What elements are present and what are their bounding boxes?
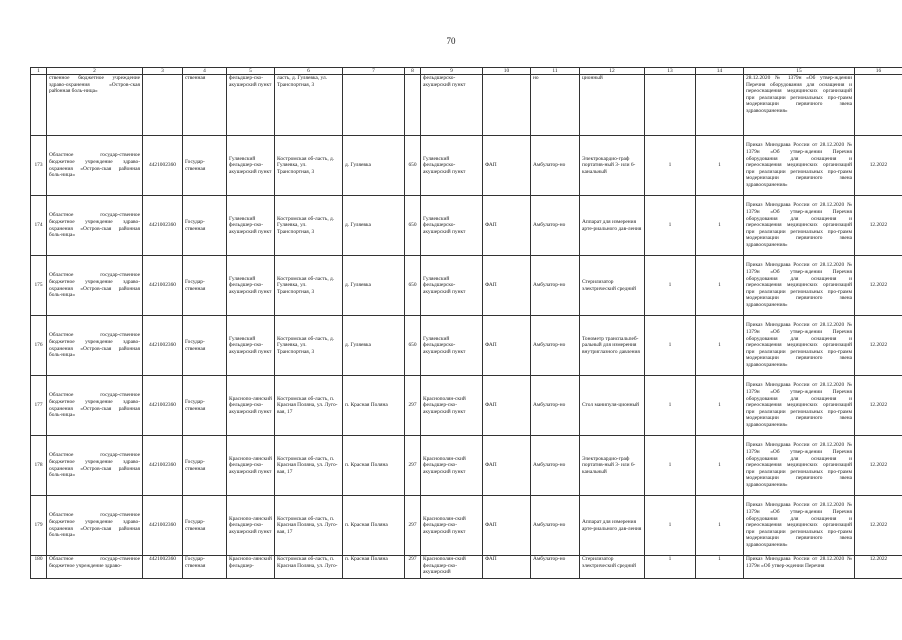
cell-population: 650 [405,196,421,256]
cell-facility-name: Гуляевский фельдшер-ско-акушерский пункт [227,256,275,316]
cell-care-form: Амбулатор-но [531,496,580,556]
cell-care-form: Амбулатор-но [531,256,580,316]
cell-address: Костромская об-ласть, д. Гуляевка, ул. Транспортная, 3 [275,316,343,376]
cell-address: Костромская об-ласть, п. Красная Поляна, ул. Луго-вая, 17 [275,436,343,496]
cell-ownership: Государ-ственная [183,436,227,496]
cell-care-form: Амбулатор-но [531,376,580,436]
cell-equipment-name: Тонометр транспальпеб-ральный для измерения внутриглазного давления [580,316,645,376]
column-number-10: 10 [483,68,531,75]
cell-quantity-total: 1 [696,376,744,436]
cell-legal-basis: Приказ Минздрава России от 28.12.2020 № 1379н «Об утвер-ждении Перечня оборудования для оснащения и переоснащения медицинских организаций при реализации региональных про-грамм модернизации первичного звена здравоохранения» [744,436,855,496]
cell-unit-type: ФАП [483,436,531,496]
table-row [31,316,902,376]
cell-ownership: Государ-ственная [183,136,227,196]
cell-inn: 4421002360 [143,376,183,436]
cell-unit-name: Краснополян-ский фельдшер-ско-акушерский пункт [421,436,483,496]
fragment-cell-address: ласть, д. Гуляевка, ул. Транспортная, 3 [275,75,343,136]
cell-equipment-name: Стерилизатор электрический средний [580,556,645,579]
cell-equipment-name: Электрокардио-граф портатив-ный 3- или 6-канальный [580,436,645,496]
cell-population: 650 [405,316,421,376]
fragment-cell-care: но [531,75,580,136]
cell-facility-name: Краснопо-лянский фельдшер-ско-акушерский пункт [227,376,275,436]
cell-locality: п. Красная Поляна [343,436,405,496]
cell-unit-name: Гуляевский фельдшерско-акушерский пункт [421,196,483,256]
cell-quantity-planned: 1 [645,496,696,556]
fragment-cell-facility: фельдшер-ско-акушерский пункт [227,75,275,136]
cell-address: Костромская об-ласть, д. Гуляевка, ул. Транспортная, 3 [275,196,343,256]
cell-equipment-name: Аппарат для измерения арте-риального дав-ления [580,196,645,256]
cell-unit-type: ФАП [483,376,531,436]
cell-facility-name: Гуляевский фельдшер-ско-акушерский пункт [227,316,275,376]
cell-unit-type: ФАП [483,316,531,376]
cell-quantity-planned: 1 [645,256,696,316]
cell-quantity-total: 1 [696,556,744,579]
cell-row-number: 179 [31,496,47,556]
column-number-13: 13 [645,68,696,75]
cell-ownership: Государ-ственная [183,256,227,316]
equipment-table [30,67,902,579]
cell-facility-name: Гуляевский фельдшер-ско-акушерский пункт [227,196,275,256]
cell-quantity-planned: 1 [645,196,696,256]
cell-equipment-name: Аппарат для измерения арте-риального дав-ления [580,496,645,556]
cell-legal-basis: Приказ Минздрава России от 28.12.2020 № 1379н «Об утвер-ждении Перечня [744,556,855,579]
continued-row-fragment [31,75,902,136]
cell-org-name: Областное государ-ственное бюджетное учреждение здраво-охранения «Остров-ская районная боль-ница» [47,376,143,436]
cell-inn: 4421002360 [143,256,183,316]
cell-row-number: 180 [31,556,47,579]
cell-ownership: Государ-ственная [183,196,227,256]
cell-unit-name: Краснополян-ский фельдшер-ско-акушерский пункт [421,376,483,436]
cell-quantity-total: 1 [696,496,744,556]
cell-unit-name: Гуляевский фельдшерско-акушерский пункт [421,136,483,196]
cell-deadline-date: 12.2022 [855,196,902,256]
page-number: 70 [446,36,456,46]
table-row [31,136,902,196]
cell-care-form: Амбулатор-но [531,136,580,196]
fragment-cell-q14 [696,75,744,136]
column-number-9: 9 [421,68,483,75]
column-number-6: 6 [275,68,343,75]
column-number-15: 15 [744,68,855,75]
cell-ownership: Государ-ственная [183,556,227,579]
fragment-cell-population [405,75,421,136]
cell-inn: 4421002360 [143,136,183,196]
fragment-cell-q13 [645,75,696,136]
cell-locality: д. Гуляевка [343,256,405,316]
column-number-2: 2 [47,68,143,75]
cell-deadline-date: 12.2022 [855,436,902,496]
cell-population: 650 [405,256,421,316]
fragment-cell-num [31,75,47,136]
cell-row-number: 175 [31,256,47,316]
column-number-3: 3 [143,68,183,75]
table-row [31,256,902,316]
cell-unit-type: ФАП [483,556,531,579]
cell-quantity-total: 1 [696,196,744,256]
cell-legal-basis: Приказ Минздрава России от 28.12.2020 № 1379н «Об утвер-ждении Перечня оборудования для оснащения и переоснащения медицинских организаций при реализации региональных про-грамм модернизации первичного звена здравоохранения» [744,316,855,376]
cell-population: 650 [405,136,421,196]
cell-deadline-date: 12.2022 [855,376,902,436]
cell-address: Костромская об-ласть, д. Гуляевка, ул. Транспортная, 3 [275,136,343,196]
cell-equipment-name: Стол манипуля-ционный [580,376,645,436]
table-row [31,196,902,256]
cell-quantity-planned: 1 [645,556,696,579]
cell-row-number: 173 [31,136,47,196]
cell-facility-name: Гуляевский фельдшер-ско-акушерский пункт [227,136,275,196]
fragment-cell-equipment: ционный [580,75,645,136]
cell-deadline-date: 12.2022 [855,136,902,196]
fragment-cell-org: ственное бюджетное учреждение здраво-охранения «Остров-ская районная боль-ница» [47,75,143,136]
cell-population: 297 [405,556,421,579]
cell-org-name: Областное государ-ственное бюджетное учреждение здраво-охранения «Остров-ская районная боль-ница» [47,316,143,376]
cell-row-number: 177 [31,376,47,436]
column-number-1: 1 [31,68,47,75]
fragment-cell-date [855,75,902,136]
cell-care-form: Амбулатор-но [531,436,580,496]
cell-population: 297 [405,436,421,496]
cell-quantity-planned: 1 [645,436,696,496]
cell-inn: 4421002360 [143,196,183,256]
cell-unit-type: ФАП [483,136,531,196]
cell-equipment-name: Стерилизатор электрический средний [580,256,645,316]
cell-address: Костромская об-ласть, д. Гуляевка, ул. Транспортная, 3 [275,256,343,316]
column-number-11: 11 [531,68,580,75]
cell-legal-basis: Приказ Минздрава России от 28.12.2020 № 1379н «Об утвер-ждении Перечня оборудования для оснащения и переоснащения медицинских организаций при реализации региональных про-грамм модернизации первичного звена здравоохранения» [744,376,855,436]
cell-address: Костромская об-ласть, п. Красная Поляна, ул. Луго-вая, 17 [275,496,343,556]
cell-unit-type: ФАП [483,196,531,256]
cell-ownership: Государ-ственная [183,316,227,376]
cell-quantity-planned: 1 [645,136,696,196]
cell-legal-basis: Приказ Минздрава России от 28.12.2020 № 1379н «Об утвер-ждении Перечня оборудования для оснащения и переоснащения медицинских организаций при реализации региональных про-грамм модернизации первичного звена здравоохранения» [744,256,855,316]
cell-care-form: Амбулатор-но [531,556,580,579]
cell-org-name: Областное государ-ственное бюджетное учреждение здраво-охранения «Остров-ская районная боль-ница» [47,136,143,196]
cell-ownership: Государ-ственная [183,496,227,556]
cell-locality: п. Красная Поляна [343,496,405,556]
fragment-cell-locality [343,75,405,136]
cell-unit-name: Краснополян-ский фельдшер-ско-акушерский [421,556,483,579]
fragment-cell-ownership: ственная [183,75,227,136]
cell-locality: д. Гуляевка [343,316,405,376]
cell-deadline-date: 12.2022 [855,316,902,376]
table-row [31,496,902,556]
column-number-14: 14 [696,68,744,75]
cell-ownership: Государ-ственная [183,376,227,436]
column-number-row [31,68,902,75]
cell-deadline-date: 12.2022 [855,496,902,556]
cell-locality: п. Красная Поляна [343,556,405,579]
cell-locality: п. Красная Поляна [343,376,405,436]
cell-inn: 4421002360 [143,436,183,496]
cell-facility-name: Краснопо-лянский фельдшер-ско-акушерский пункт [227,496,275,556]
cell-legal-basis: Приказ Минздрава России от 28.12.2020 № 1379н «Об утвер-ждении Перечня оборудования для оснащения и переоснащения медицинских организаций при реализации региональных про-грамм модернизации первичного звена здравоохранения» [744,496,855,556]
column-number-12: 12 [580,68,645,75]
column-number-4: 4 [183,68,227,75]
cell-deadline-date: 12.2022 [855,556,902,579]
column-number-8: 8 [405,68,421,75]
cell-org-name: Областное государ-ственное бюджетное учреждение здраво-охранения «Остров-ская районная боль-ница» [47,436,143,496]
cell-quantity-planned: 1 [645,316,696,376]
cell-legal-basis: Приказ Минздрава России от 28.12.2020 № 1379н «Об утвер-ждении Перечня оборудования для оснащения и переоснащения медицинских организаций при реализации региональных про-грамм модернизации первичного звена здравоохранения» [744,136,855,196]
cell-inn: 4421002360 [143,316,183,376]
cell-row-number: 174 [31,196,47,256]
fragment-cell-unit: фельдшерско-акушерский пункт [421,75,483,136]
cell-locality: д. Гуляевка [343,136,405,196]
table-row [31,556,902,579]
column-number-16: 16 [855,68,902,75]
cell-legal-basis: Приказ Минздрава России от 28.12.2020 № 1379н «Об утвер-ждении Перечня оборудования для оснащения и переоснащения медицинских организаций при реализации региональных про-грамм модернизации первичного звена здравоохранения» [744,196,855,256]
cell-row-number: 176 [31,316,47,376]
cell-care-form: Амбулатор-но [531,196,580,256]
cell-org-name: Областное государ-ственное бюджетное учреждение здраво-охранения «Остров-ская районная боль-ница» [47,496,143,556]
cell-address: Костромская об-ласть, п. Красная Поляна, ул. Луго-вая, 17 [275,376,343,436]
fragment-cell-inn [143,75,183,136]
cell-unit-type: ФАП [483,496,531,556]
cell-facility-name: Краснопо-лянский фельдшер- [227,556,275,579]
table-row [31,436,902,496]
cell-unit-type: ФАП [483,256,531,316]
column-number-5: 5 [227,68,275,75]
fragment-cell-basis: 28.12.2020 № 1379н «Об утвер-ждении Перечня оборудования для оснащения и переоснащения медицинских организаций при реализации региональных про-грамм модернизации первичного звена здравоохранения» [744,75,855,136]
cell-row-number: 178 [31,436,47,496]
cell-inn: 4421002360 [143,496,183,556]
cell-facility-name: Краснопо-лянский фельдшер-ско-акушерский пункт [227,436,275,496]
cell-quantity-total: 1 [696,316,744,376]
fragment-cell-type [483,75,531,136]
table-row [31,376,902,436]
cell-locality: д. Гуляевка [343,196,405,256]
cell-org-name: Областное государ-ственное бюджетное учреждение здраво-охранения «Остров-ская районная боль-ница» [47,256,143,316]
cell-equipment-name: Электрокардио-граф портатив-ный 3- или 6-канальный [580,136,645,196]
cell-deadline-date: 12.2022 [855,256,902,316]
column-number-7: 7 [343,68,405,75]
cell-population: 297 [405,496,421,556]
cell-quantity-total: 1 [696,436,744,496]
cell-address: Костромская об-ласть, п. Красная Поляна, ул. Луго- [275,556,343,579]
cell-inn: 4421002360 [143,556,183,579]
cell-org-name: Областное государ-ственное бюджетное учреждение здраво- [47,556,143,579]
cell-care-form: Амбулатор-но [531,316,580,376]
cell-org-name: Областное государ-ственное бюджетное учреждение здраво-охранения «Остров-ская районная боль-ница» [47,196,143,256]
cell-unit-name: Краснополян-ский фельдшер-ско-акушерский пункт [421,496,483,556]
cell-population: 297 [405,376,421,436]
cell-unit-name: Гуляевский фельдшерско-акушерский пункт [421,256,483,316]
cell-quantity-planned: 1 [645,376,696,436]
cell-unit-name: Гуляевский фельдшерско-акушерский пункт [421,316,483,376]
cell-quantity-total: 1 [696,136,744,196]
cell-quantity-total: 1 [696,256,744,316]
